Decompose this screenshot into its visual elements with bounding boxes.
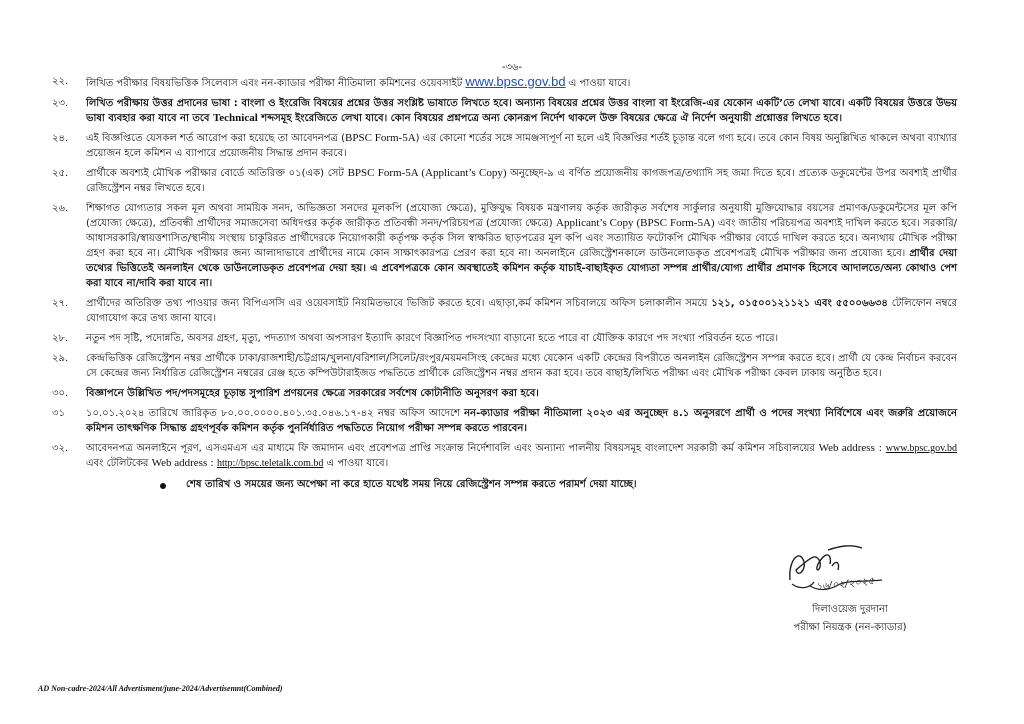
clause-text-segment: Technical	[212, 112, 258, 124]
signer-name: দিলাওয়েজ দুরদানা	[812, 604, 888, 615]
clause-number: ৩০.	[52, 388, 69, 399]
clause-number: ২৩.	[52, 98, 69, 109]
clause-text-segment: এবং টেলিটকের	[86, 458, 152, 469]
clause-text-segment: BPSC Form-5A (Applicant’s Copy)	[347, 167, 507, 179]
clause-item	[52, 441, 957, 471]
clause-item	[52, 74, 957, 91]
page-number: -৩৬-	[501, 62, 523, 73]
clause-text-segment: প্রার্থীর দেয়া তথ্যের ভিত্তিতেই অনলাইন থেকে ডাউনলোডকৃত প্রবেশপত্র দেয়া হয়। এ প্রবেশপত্রকে কোন অবস্থাতেই কমিশন কর্তৃক যাচাই-বাছাইকৃত যোগ্যতা সম্পন্ন প্রার্থীর/যোগ্য প্রার্থীর প্রমাণক হিসেবে আদালতে/অন্য কোথাও পেশ করা যাবে না/দাবি করা যাবে না।	[86, 248, 957, 289]
clause-number: ২৪.	[52, 133, 69, 144]
clause-text	[86, 166, 957, 196]
clause-text-segment: Web address	[818, 442, 875, 454]
clause-text	[86, 296, 957, 326]
clause-item	[52, 296, 957, 326]
clause-item	[52, 406, 957, 436]
clause-item	[52, 131, 957, 161]
clause-text	[86, 351, 957, 381]
clause-text	[86, 331, 957, 346]
clause-text	[86, 441, 957, 471]
clause-item	[52, 351, 957, 381]
clause-number: ২৮.	[52, 333, 69, 344]
svg-text:১৬/০২/২০২৫: ১৬/০২/২০২৫	[815, 575, 875, 593]
clause-text-segment: বিজ্ঞাপনে উল্লিখিত পদ/পদসমূহের চূড়ান্ত সুপারিশ প্রণয়নের ক্ষেত্রে সরকারের সর্বশেষ কোটানীতি অনুসরণ করা হবে।	[86, 388, 539, 399]
clause-text-segment: Applicant’s Copy (BPSC Form-5A)	[556, 217, 715, 229]
bullet-icon	[160, 483, 166, 489]
clause-text-segment: টেলিফোন নম্বরে যোগাযোগ করে তথ্য জানা যাবে।	[86, 298, 958, 324]
clause-text-segment: প্রার্থীকে অবশ্যই মৌখিক পরীক্ষার বোর্ডে অতিরিক্ত ০১(এক) সেট	[86, 168, 348, 179]
clause-item	[52, 96, 957, 126]
clause-text-segment: লিখিত পরীক্ষায় উত্তর প্রদানের ভাষা : বাংলা ও ইংরেজি বিষয়ের প্রশ্নের উত্তর সংশ্লিষ্ট ভাষাতে লিখতে হবে। অন্যান্য বিষয়ের প্রশ্নের উত্তর বাংলা বা ইংরেজি-এর যেকোন একটি’তে লেখা যাবে। একটি বিষয়ের উত্তরে উভয় ভাষা ব্যবহার করা যাবে না তবে	[86, 98, 957, 124]
clause-text-segment: এ পাওয়া যাবে।	[565, 78, 631, 89]
clause-text	[86, 386, 957, 401]
clause-item	[52, 386, 957, 401]
clause-text-segment: এবং জাতীয় পরিচয়পত্র অবশ্যই দাখিল করতে হবে। সরকারি/ আধাসরকারি/স্বায়ত্তশাসিত/স্থানীয় সংস্থায় চাকুরিরত প্রার্থীদেরকে নিয়োগকারী কর্তৃপক্ষ কর্তৃক সিল স্বাক্ষরিত ছাড়পত্রের মূল কপি এবং সত্যায়িত ফটোকপি মৌখিক পরীক্ষার বোর্ডে দাখিল করতে হবে। অন্যথায় মৌখিক পরীক্ষা গ্রহণ করা হবে না। মৌখিক পরীক্ষার জন্য আলাদাভাবে প্রার্থীদের নামে কোন সাক্ষাৎকারপত্র প্রেরণ করা হবে না। অনলাইনে রেজিস্ট্রেশনকালে ডাউনলোডকৃত প্রবেশপত্রই মৌখিক পরীক্ষার জন্য প্রযোজ্য হবে।	[86, 218, 957, 259]
clause-text-segment: লিখিত পরীক্ষার বিষয়ভিত্তিক সিলেবাস এবং নন-ক্যাডার পরীক্ষা নীতিমালা কমিশনের ওয়েবসাইট	[86, 78, 466, 89]
clause-text-segment: :	[207, 458, 217, 469]
clause-text-segment: ১০.০১.২০২৪ তারিখে জারিকৃত ৮০.০০.০০০০.৪০১.৩৫.০৪৬.১৭-৪২ নম্বর অফিস আদেশে	[86, 408, 465, 419]
clause-text-segment: নন-ক্যাডার পরীক্ষা নীতিমালা ২০২৩ এর অনুচ্ছেদ ৪.১ অনুসরণে প্রার্থী ও পদের সংখ্যা নির্বিশেষে এবং জরুরি প্রয়োজনে কমিশন তাৎক্ষণিক সিদ্ধান্ত গ্রহণপূর্বক কমিশন কর্তৃক পুনর্নির্ধারিত পদ্ধতিতে নিয়োগ পরীক্ষা সম্পন্ন করতে পারবেন।	[86, 408, 957, 434]
signer-title: পরীক্ষা নিয়ন্ত্রক (নন-ক্যাডার)	[793, 622, 907, 633]
website-link[interactable]: http://bpsc.teletalk.com.bd	[216, 458, 324, 469]
clause-text	[86, 406, 957, 436]
clause-number: ৩১	[52, 408, 65, 419]
clause-text-segment: এই বিজ্ঞপ্তিতে যেসকল শর্ত আরোপ করা হয়েছে তা আবেদনপত্র (	[86, 133, 346, 144]
clause-list	[52, 74, 957, 494]
clause-text	[86, 96, 957, 126]
clause-text-segment: BPSC Form-5A	[345, 132, 416, 144]
website-link[interactable]: www.bpsc.gov.bd	[885, 443, 957, 454]
clause-text-segment: এ পাওয়া যাবে।	[323, 458, 389, 469]
clause-number: ৩২.	[52, 443, 69, 454]
clause-text-segment: Web address	[151, 457, 208, 469]
clause-text-segment: অনুচ্ছেদ-৯ এ বর্ণিত প্রয়োজনীয় কাগজপত্র/তথ্যাদি সহ জমা দিতে হবে। প্রত্যেক ডকুমেন্টের উপর অবশ্যই প্রার্থীর রেজিস্ট্রেশন নম্বর লিখতে হবে।	[86, 168, 957, 194]
clause-text-segment: নতুন পদ সৃষ্টি, পদোন্নতি, অবসর গ্রহণ, মৃত্যু, পদত্যাগ অথবা অপসারণ ইত্যাদি কারণে বিজ্ঞাপিত পদসংখ্যা বাড়ানো হতে পারে বা যৌক্তিক কারণে পদ সংখ্যা পরিবর্তন হতে পারে।	[86, 333, 779, 344]
advisory-note	[160, 477, 957, 494]
clause-number: ২৫.	[52, 168, 69, 179]
signature-block	[770, 540, 930, 650]
clause-text-segment: প্রার্থীদের অতিরিক্ত তথ্য পাওয়ার জন্য বিপিএসসি এর ওয়েবসাইট নিয়মিতভাবে ভিজিট করতে হবে। এছাড়া,কর্ম কমিশন সচিবালয়ে অফিস চলাকালীন সময়ে	[86, 298, 712, 309]
handwritten-signature	[770, 540, 930, 600]
clause-text-segment: শব্দসমূহ ইংরেজিতে লেখা যাবে। কোন বিষয়ের প্রশ্নপত্রে অন্য কোনরূপ নির্দেশ থাকলে উক্ত বিষয়ের ক্ষেত্রে ঐ নির্দেশ অনুযায়ী প্রশ্নোত্তর লিখতে হবে।	[257, 113, 843, 124]
clause-text-segment: ) এর কোনো শর্তের সঙ্গে সামঞ্জস্যপূর্ণ না হলে এই বিজ্ঞপ্তির শর্তই চূড়ান্ত বলে গণ্য হবে। তবে কোন বিষয় অনুল্লিখিত থাকলে অথবা ব্যাখ্যার প্রয়োজন হলে কমিশন এ ব্যাপারে প্রয়োজনীয় সিদ্ধান্ত প্রদান করবে।	[86, 133, 957, 159]
clause-text-segment: শিক্ষাগত যোগ্যতার সকল মূল অথবা সাময়িক সনদ, অভিজ্ঞতা সনদের মূলকপি (প্রযোজ্য ক্ষেত্রে), মুক্তিযুদ্ধ বিষয়ক মন্ত্রণালয় কর্তৃক জারীকৃত সর্বশেষ সার্কুলার অনুযায়ী মুক্তিযোদ্ধার বয়সের প্রমাণক/ডকুমেন্টসের মূল কপি (প্রযোজ্য ক্ষেত্রে), প্রতিবন্ধী প্রার্থীদের সমাজসেবা অধিদপ্তর কর্তৃক জারীকৃত প্রতিবন্ধী সনদ/পরিচয়পত্র (প্রযোজ্য ক্ষেত্রে)	[86, 203, 957, 229]
clause-number: ২৯.	[52, 353, 69, 364]
clause-number: ২৬.	[52, 203, 69, 214]
clause-text-segment: :	[874, 443, 886, 454]
clause-text	[86, 201, 957, 291]
footer-reference: AD Non-cadre-2024/All Advertisment/june-2024/Advertisemnt(Combined)	[38, 684, 283, 693]
clause-text-segment: আবেদনপত্র অনলাইনে পূরণ, এসএমএস এর মাধ্যমে ফি জমাদান এবং প্রবেশপত্র প্রাপ্তি সংক্রান্ত নির্দেশাবলি এবং অন্যান্য পালনীয় বিষয়সমূহ বাংলাদেশ সরকারী কর্ম কমিশন সচিবালয়ের	[86, 443, 819, 454]
clause-text-segment: ১২১, ০১৫০০১২১১২১ এবং ৫৫০০৬৬৩৪	[711, 298, 888, 309]
clause-text	[86, 131, 957, 161]
website-link[interactable]: www.bpsc.gov.bd	[465, 74, 566, 89]
clause-text-segment: কেন্দ্রভিত্তিক রেজিস্ট্রেশন নম্বর প্রার্থীকে ঢাকা/রাজশাহী/চট্টগ্রাম/খুলনা/বরিশাল/সিলেট/রংপুর/ময়মনসিংহ কেন্দ্রের মধ্যে যেকোন একটি কেন্দ্রের বিপরীতে অনলাইন রেজিস্ট্রেশন সম্পন্ন করতে হবে। প্রার্থী যে কেন্দ্র নির্বাচন করবেন সে কেন্দ্রের জন্য নির্ধারিত রেজিস্ট্রেশন নম্বরের রেঞ্জ হতে কম্পিউটারাইজড পদ্ধতিতে প্রার্থীকে রেজিস্ট্রেশন নম্বর প্রদান করা হবে। তবে বাছাই/লিখিত পরীক্ষা এবং মৌখিক পরীক্ষা কেবল ঢাকায় অনুষ্ঠিত হবে।	[86, 353, 957, 379]
advisory-note-text: শেষ তারিখ ও সময়ের জন্য অপেক্ষা না করে হাতে যথেষ্ট সময় নিয়ে রেজিস্ট্রেশন সম্পন্ন করতে পরামর্শ দেয়া যাচ্ছে।	[186, 479, 637, 490]
clause-number: ২৭.	[52, 298, 69, 309]
clause-item	[52, 166, 957, 196]
clause-item	[52, 331, 957, 346]
clause-item	[52, 201, 957, 291]
clause-number: ২২.	[52, 76, 69, 87]
clause-text	[86, 74, 957, 91]
